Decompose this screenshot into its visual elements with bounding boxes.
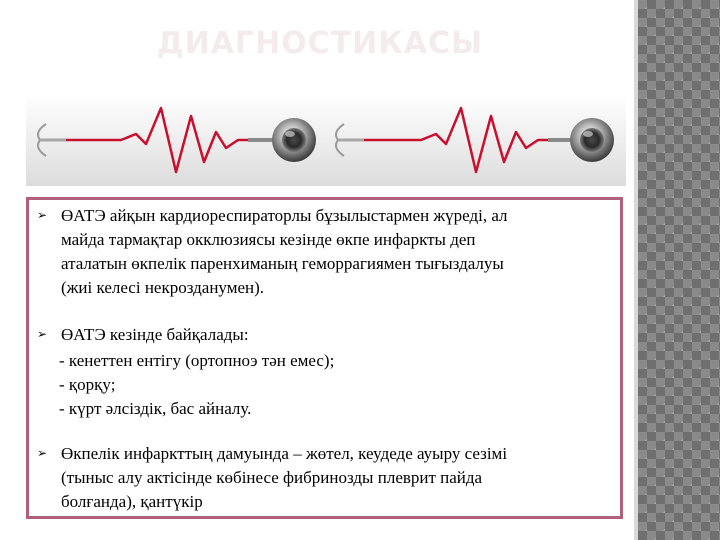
text-line: болғанда), қантүкір [61,492,203,511]
arrow-bullet-icon: ➢ [37,446,48,460]
sub-list-item: - кенеттен ентігу (ортопноэ тән емес); [59,351,335,370]
text-line: ӨАТЭ кезінде байқалады: [61,325,249,344]
sub-list-item: - қорқу; [59,375,116,394]
text-line: ӨАТЭ айқын кардиореспираторлы бұзылыстармен жүреді, ал [61,206,508,225]
text-line: майда тармақтар окклюзиясы кезінде өкпе инфаркты деп [61,230,476,249]
bullet-paragraph-2 [61,323,616,347]
text-line: Өкпелік инфаркттың дамуында – жөтел, кеудеде ауыру сезімі [61,444,508,463]
decorative-side-band [638,0,720,540]
slide-title: ДИАГНОСТИКАСЫ [156,26,484,61]
bullet-2-subitems [59,349,614,421]
text-line: (тыныс алу актісінде көбінесе фибринозды плеврит пайда [61,468,483,487]
text-line: (жиі келесі некрозданумен). [61,278,265,297]
sub-list-item: - күрт әлсіздік, бас айналу. [59,399,252,418]
arrow-bullet-icon: ➢ [37,208,48,222]
stethoscope-heartbeat-icon [26,94,626,186]
text-line: аталатын өкпелік паренхиманың геморрагиямен тығыздалуы [61,254,504,273]
bullet-paragraph-3 [61,442,616,514]
bullet-paragraph-1 [61,204,616,300]
content-frame [26,197,623,519]
arrow-bullet-icon: ➢ [37,327,48,341]
